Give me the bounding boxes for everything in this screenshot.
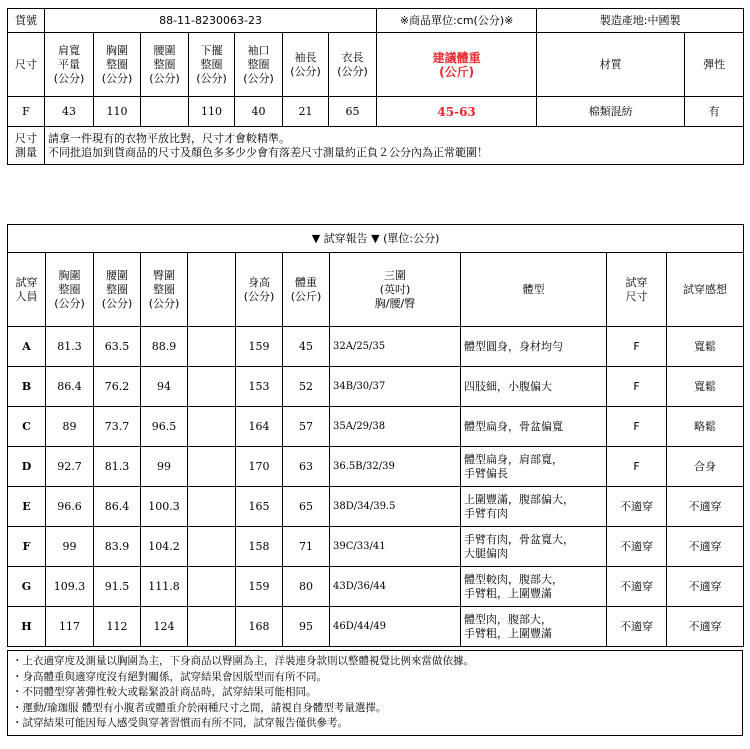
weight-suggest-value: 45-63 [377,97,537,127]
report-row [8,527,744,567]
waist-value: 63.5 [94,327,141,367]
report-title: ▼ 試穿報告 ▼ (單位:公分) [8,225,744,253]
body-type-value: 體型肉，腹部大， 手臂粗，上圍豐滿 [461,607,607,647]
fit-report-table [7,224,744,647]
sleeve-header: 袖長 (公分) [283,33,329,97]
waist-value: 83.9 [94,527,141,567]
fit-size-value: F [607,407,667,447]
hip-value: 104.2 [141,527,188,567]
empty-cell [188,367,236,407]
body-type-value: 四肢細，小腹偏大 [461,367,607,407]
body-type-value: 體型較肉，腹部大， 手臂粗，上圍豐滿 [461,567,607,607]
fit-size-value: 不適穿 [607,527,667,567]
hip-value: 88.9 [141,327,188,367]
report-row [8,407,744,447]
footnote: ・不同體型穿著彈性較大或鬆緊設計商品時，試穿結果可能相同。 [12,686,317,698]
footnote: ・上衣適穿度及測量以胸圍為主，下身商品以臀圍為主，洋裝連身款則以整體視覺比例來當做依據。 [12,655,474,667]
product-code: 88-11-8230063-23 [45,9,377,33]
origin-label: 製造產地:中國製 [537,9,744,33]
weight-header: 體重 (公斤) [283,253,330,327]
body-type-value: 體型圓身，身材均勻 [461,327,607,367]
fit-feel-value: 不適穿 [667,567,744,607]
chest-value: 96.6 [46,487,94,527]
height-value: 153 [236,367,283,407]
shoulder-header: 肩寬 平量 (公分) [45,33,94,97]
material-value: 棉類混紡 [537,97,685,127]
report-row [8,367,744,407]
three-sizes-value: 43D/36/44 [330,567,461,607]
footnote: ・身高體重與適穿度沒有絕對關係，試穿結果會因版型而有所不同。 [12,670,327,683]
fit-size-value: 不適穿 [607,487,667,527]
waist-value: 76.2 [94,367,141,407]
hip-value: 99 [141,447,188,487]
fit-feel-value: 寬鬆 [667,367,744,407]
hem-value: 110 [189,97,235,127]
height-value: 165 [236,487,283,527]
fit-feel-value: 合身 [667,447,744,487]
cuff-header: 袖口 整圈 (公分) [235,33,283,97]
report-row [8,447,744,487]
report-row [8,607,744,647]
three-sizes-value: 34B/30/37 [330,367,461,407]
height-value: 164 [236,407,283,447]
empty-cell [188,487,236,527]
size-header: 尺寸 [8,33,45,97]
three-sizes-value: 46D/44/49 [330,607,461,647]
fit-feel-value: 寬鬆 [667,327,744,367]
empty-cell [188,447,236,487]
footnote: ・運動/瑜珈服 體型有小腹者或體重介於兩種尺寸之間，請視自身體型考量選擇。 [12,701,387,714]
hem-header: 下擺 整圈 (公分) [189,33,235,97]
fit-feel-value: 不適穿 [667,487,744,527]
weight-value: 57 [283,407,330,447]
chest-value: 86.4 [46,367,94,407]
fit-size-value: F [607,327,667,367]
fit-feel-value: 不適穿 [667,527,744,567]
height-value: 168 [236,607,283,647]
height-value: 159 [236,327,283,367]
hip-value: 96.5 [141,407,188,447]
fit-feel-value: 不適穿 [667,607,744,647]
fit-feel-header: 試穿感想 [667,253,744,327]
height-value: 170 [236,447,283,487]
body-type-header: 體型 [461,253,607,327]
tester-id: E [8,487,46,527]
footnotes [8,651,743,736]
three-sizes-value: 38D/34/39.5 [330,487,461,527]
person-header: 試穿 人員 [8,253,46,327]
three-sizes-value: 36.5B/32/39 [330,447,461,487]
note-label: 尺寸 測量 [8,127,45,165]
weight-value: 65 [283,487,330,527]
weight-value: 95 [283,607,330,647]
chest-value: 117 [46,607,94,647]
three-sizes-value: 32A/25/35 [330,327,461,367]
weight-value: 80 [283,567,330,607]
fit-feel-value: 略鬆 [667,407,744,447]
unit-note: ※商品單位:cm(公分)※ [377,9,537,33]
tester-id: C [8,407,46,447]
height-value: 158 [236,527,283,567]
tester-id: F [8,527,46,567]
weight-value: 71 [283,527,330,567]
hip-value: 124 [141,607,188,647]
waist-header: 腰圍 整圈 (公分) [141,33,189,97]
three-sizes-value: 35A/29/38 [330,407,461,447]
three-sizes-value: 39C/33/41 [330,527,461,567]
report-row [8,327,744,367]
empty-cell [188,327,236,367]
tester-id: D [8,447,46,487]
report-row [8,487,744,527]
empty-cell [188,607,236,647]
weight-value: 52 [283,367,330,407]
height-value: 159 [236,567,283,607]
fit-size-value: 不適穿 [607,567,667,607]
fit-size-value: F [607,367,667,407]
elastic-value: 有 [685,97,744,127]
waist-value: 91.5 [94,567,141,607]
chest-value: 99 [46,527,94,567]
size-value: F [8,97,45,127]
empty-header [188,253,236,327]
tester-id: G [8,567,46,607]
waist-header: 腰圍 整圈 (公分) [94,253,141,327]
sleeve-value: 21 [283,97,329,127]
size-table [7,8,744,165]
chest-value: 89 [46,407,94,447]
waist-value: 86.4 [94,487,141,527]
three-sizes-header: 三圍 (英吋) 胸/腰/臀 [330,253,461,327]
hip-value: 94 [141,367,188,407]
chest-header: 胸圍 整圈 (公分) [94,33,141,97]
tester-id: H [8,607,46,647]
chest-value: 110 [94,97,141,127]
footnote: ・試穿結果可能因每人感受與穿著習慣而有所不同，試穿報告僅供參考。 [12,717,348,729]
empty-cell [188,567,236,607]
tester-id: A [8,327,46,367]
body-type-value: 上圍豐滿，腹部偏大， 手臂有肉 [461,487,607,527]
body-type-value: 體型扁身，肩部寬， 手臂偏長 [461,447,607,487]
hip-value: 100.3 [141,487,188,527]
length-header: 衣長 (公分) [329,33,377,97]
waist-value: 112 [94,607,141,647]
fit-size-header: 試穿 尺寸 [607,253,667,327]
chest-value: 92.7 [46,447,94,487]
hip-header: 臀圍 整圈 (公分) [141,253,188,327]
weight-value: 63 [283,447,330,487]
chest-value: 109.3 [46,567,94,607]
body-type-value: 體型扁身，骨盆偏寬 [461,407,607,447]
cuff-value: 40 [235,97,283,127]
chest-header: 胸圍 整圈 (公分) [46,253,94,327]
waist-value: 73.7 [94,407,141,447]
height-header: 身高 (公分) [236,253,283,327]
fit-size-value: 不適穿 [607,607,667,647]
measure-notes: 請拿一件現有的衣物平放比對，尺寸才會較精準。 不同批追加到貨商品的尺寸及顏色多多少少會有落差尺寸測量約正負２公分內為正常範圍！ [45,127,744,165]
tester-id: B [8,367,46,407]
material-header: 材質 [537,33,685,97]
report-row [8,567,744,607]
footnotes-box [7,650,743,736]
hip-value: 111.8 [141,567,188,607]
code-label: 貨號 [8,9,45,33]
empty-cell [188,407,236,447]
elastic-header: 彈性 [685,33,744,97]
empty-cell [188,527,236,567]
weight-value: 45 [283,327,330,367]
shoulder-value: 43 [45,97,94,127]
weight-suggest-header: 建議體重 (公斤) [377,33,537,97]
waist-value [141,97,189,127]
chest-value: 81.3 [46,327,94,367]
fit-size-value: F [607,447,667,487]
length-value: 65 [329,97,377,127]
waist-value: 81.3 [94,447,141,487]
body-type-value: 手臂有肉，骨盆寬大， 大腿偏肉 [461,527,607,567]
